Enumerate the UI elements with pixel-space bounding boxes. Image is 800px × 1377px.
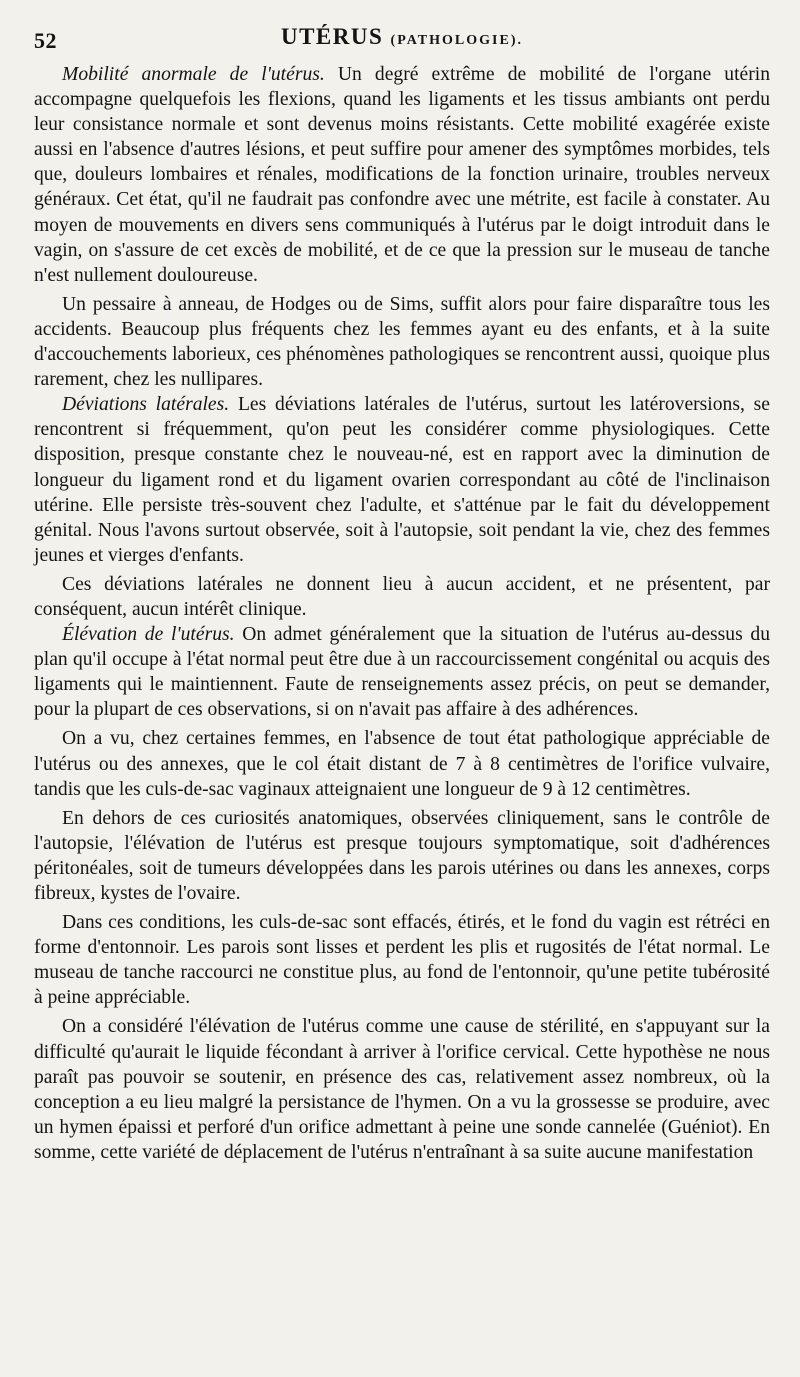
paragraph-curiosites [34,806,770,906]
body-text [34,62,770,1165]
paragraph-deviations [34,392,770,568]
paragraph-text: On admet généralement que la situation de l'utérus au-dessus du plan qu'il occupe à l'état normal peut être due à un raccourcissement congénital ou acquis des ligaments qui le maintiennent. Faute de renseignements assez précis, on peut se demander, pour la plupart de ces observations, si on n'avait pas affaire à des adhérences. [34,624,770,721]
paragraph-deviations-consequence [34,572,770,622]
paragraph-text: Les déviations latérales de l'utérus, surtout les latéroversions, se rencontrent si fréquemment, qu'on peut les considérer comme physiologiques. Cette disposition, presque constante chez le nouveau-né, est en rapport avec la diminution de longueur du ligament rond et du ligament ovarien correspondant au côté de l'inclinaison utérine. Elle persiste très-souvent chez l'adulte, et s'atténue par le fait du développement génital. Nous l'avons surtout observée, soit à l'autopsie, soit pendant la vie, chez des femmes jeunes et vierges d'enfants. [34,394,770,566]
paragraph-pessaire [34,292,770,392]
paragraph-sterilite [34,1014,770,1165]
running-subtitle: PATHOLOGIE [397,33,511,48]
running-header [34,18,770,62]
running-subtitle-wrap: (PATHOLOGIE). [390,33,523,48]
paragraph-text: Un pessaire à anneau, de Hodges ou de Sims, suffit alors pour faire disparaître tous les accidents. Beaucoup plus fréquents chez les femmes ayant eu des enfants, et à la suite d'accouchements laborieux, ces phénomènes pathologiques se rencontrent aussi, quoique plus rarement, chez les nullipares. [34,293,770,391]
paragraph-text: Un degré extrême de mobilité de l'organe utérin accompagne quelquefois les flexions, quand les ligaments et les tissus ambiants ont perdu leur consistance normale et sont devenus moins résistants. Cette mobilité exagérée existe aussi en l'absence d'autres lésions, et peut suffire pour amener des symptômes morbides, tels que, douleurs lombaires et rénales, modifications de la fonction urinaire, troubles nerveux généraux. Cet état, qu'il ne faudrait pas confondre avec une métrite, est facile à constater. Au moyen de mouvements en divers sens communiqués à l'utérus par le doigt introduit dans le vagin, on s'assure de cet excès de mobilité, et de ce que la pression sur le museau de tanche n'est nullement douloureuse. [34,64,770,286]
running-head [34,24,770,50]
section-heading-deviations: Déviations latérales. [62,394,230,416]
running-title: UTÉRUS [280,24,384,49]
paragraph-text: On a considéré l'élévation de l'utérus comme une cause de stérilité, en s'appuyant sur la difficulté qu'aurait le liquide fécondant à arriver à l'orifice cervical. Cette hypothèse ne nous paraît pas pouvoir se soutenir, en présence des cas, relativement assez nombreux, où la conception a eu lieu malgré la persistance de l'hymen. On a vu la grossesse se produire, avec un hymen épaissi et perforé d'un orifice admettant à peine une sonde cannelée (Guéniot). En somme, cette variété de déplacement de l'utérus n'entraînant à sa suite aucune manifestation [34,1016,770,1163]
paragraph-text: Dans ces conditions, les culs-de-sac sont effacés, étirés, et le fond du vagin est rétréci en forme d'entonnoir. Les parois sont lisses et perdent les plis et rugosités de l'état normal. Le museau de tanche raccourci ne constitue plus, au fond de l'entonnoir, qu'une petite tubérosité à peine appréciable. [34,912,770,1009]
paragraph-certaines-femmes [34,726,770,801]
paragraph-elevation [34,622,770,722]
paragraph-text: En dehors de ces curiosités anatomiques, observées cliniquement, sans le contrôle de l'autopsie, l'élévation de l'utérus est presque toujours symptomatique, soit d'adhérences péritonéales, soit de tumeurs développées dans les parois utérines ou dans les annexes, corps fibreux, kystes de l'ovaire. [34,807,770,904]
page-number: 52 [34,28,57,53]
paragraph-conditions [34,910,770,1010]
section-heading-elevation: Élévation de l'utérus. [62,624,235,646]
section-heading-mobilite: Mobilité anormale de l'utérus. [62,64,325,85]
paragraph-text: On a vu, chez certaines femmes, en l'absence de tout état pathologique appréciable de l'utérus ou des annexes, que le col était distant de 7 à 8 centimètres de l'orifice vulvaire, tandis que les culs-de-sac vaginaux atteignaient une longueur de 9 à 12 centimètres. [34,728,770,800]
paragraph-mobilite [34,62,770,288]
paragraph-text: Ces déviations latérales ne donnent lieu à aucun accident, et ne présentent, par conséquent, aucun intérêt clinique. [34,573,770,620]
